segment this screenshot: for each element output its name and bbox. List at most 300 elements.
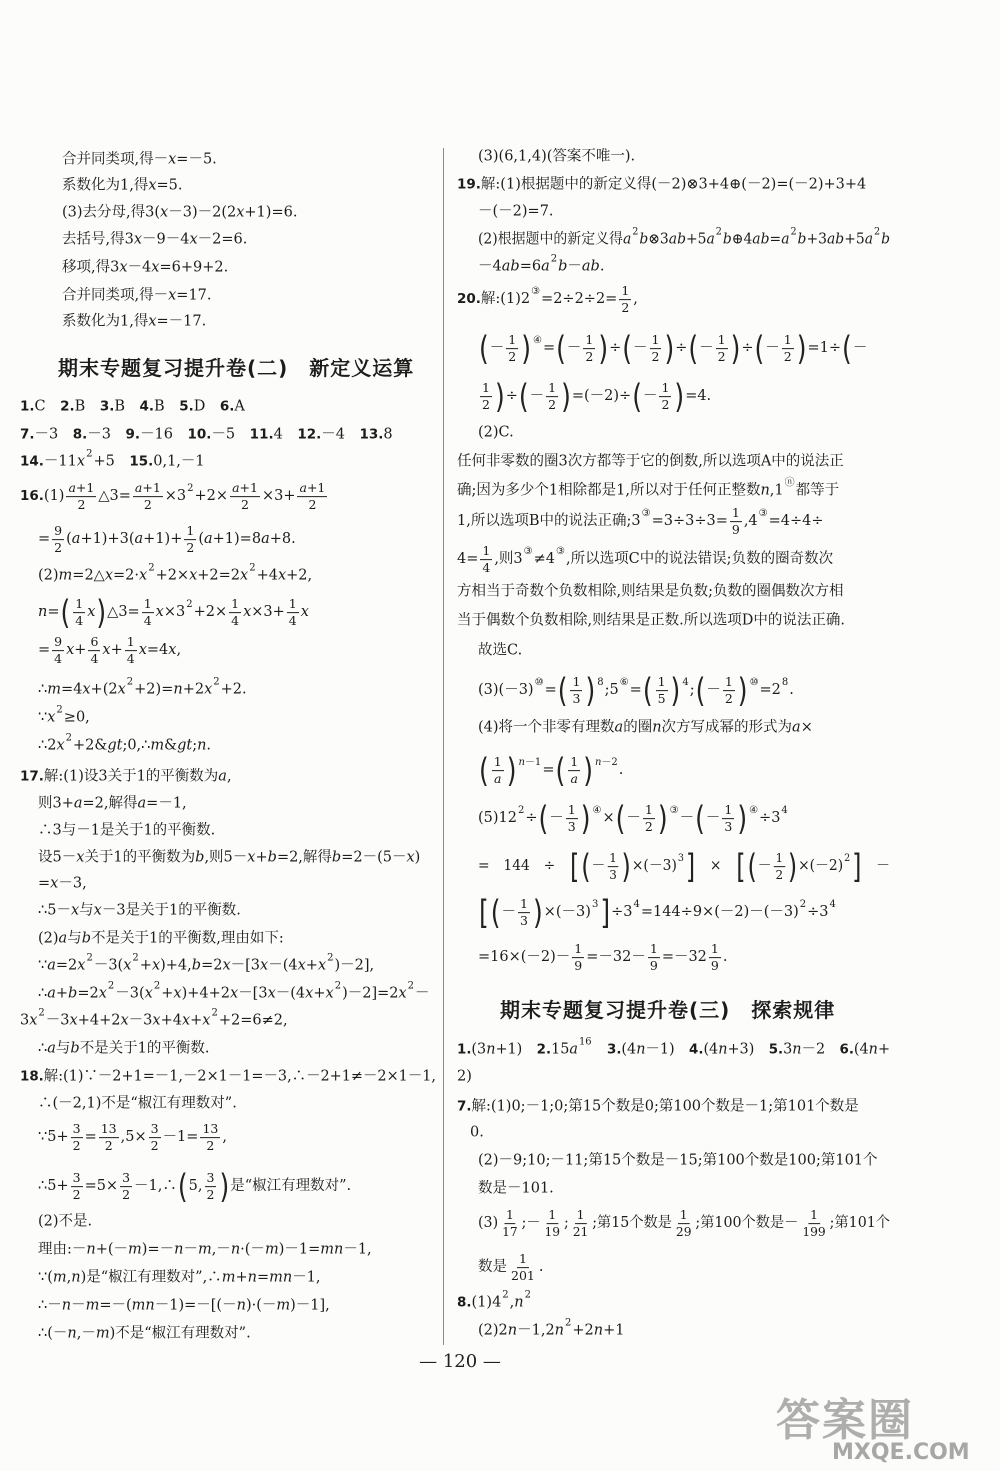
text-run: － (699, 340, 714, 357)
fraction (716, 333, 728, 365)
question-number: 1. (20, 398, 35, 415)
text-run: A (234, 398, 245, 415)
superscript: 2 (187, 483, 194, 495)
text-run: 系数化为1,得x=5. (62, 177, 183, 194)
text-run: － (549, 810, 564, 827)
text-run: +2=6≠2, (218, 1012, 288, 1029)
fraction (509, 1252, 537, 1284)
text-run: －3x+4+2x－3x+4x+x (45, 1012, 211, 1029)
superscript: ④ (532, 335, 542, 347)
superscript: 2 (153, 980, 161, 992)
text-run: 4 (273, 426, 298, 443)
fraction-denominator: 3 (609, 867, 617, 883)
superscript: 2 (186, 599, 193, 611)
text-run: －3(x (115, 985, 153, 1002)
text-line (478, 894, 837, 932)
text-run: +2)=n+2x (134, 681, 213, 698)
question-number: 9. (125, 426, 141, 443)
superscript: ⑥ (619, 677, 629, 689)
text-run: ;第100个数是－ (695, 1215, 799, 1232)
superscript: 2 (126, 676, 134, 688)
fraction (492, 755, 504, 787)
fraction-denominator: 2 (308, 497, 317, 513)
fraction-denominator: 2 (143, 497, 152, 513)
bracket: ) (494, 378, 505, 416)
text-run: 3x (20, 1012, 38, 1029)
text-run (593, 1041, 607, 1060)
question-number: 12. (297, 426, 322, 443)
text-run: ≠4 (533, 551, 556, 568)
text-run: ,n (509, 1294, 524, 1311)
bracket: ( (556, 330, 566, 368)
fraction-numerator: 1 (287, 597, 299, 613)
fraction-numerator: 1 (506, 333, 518, 349)
text-run: 8 (383, 426, 393, 443)
fraction-numerator: 3 (120, 1171, 132, 1187)
fraction-numerator: 1 (125, 635, 137, 651)
fraction-numerator: a+1 (297, 481, 327, 497)
question-number: 7. (457, 1098, 472, 1115)
text-run: B (154, 398, 180, 415)
text-run: +2×x+2=2x (155, 567, 249, 584)
question-number: 3. (607, 1041, 622, 1058)
bracket: ( (632, 378, 642, 416)
bracket: ( (555, 752, 566, 790)
fraction (800, 1208, 827, 1240)
text-run: 移项,得3x－4x=6+9+2. (62, 259, 229, 276)
text-run: 5, (188, 1178, 203, 1195)
text-run: n= (38, 604, 60, 621)
text-run: － (852, 340, 868, 357)
text-run: =4. (685, 388, 712, 405)
text-run: =－32 (661, 949, 707, 966)
text-line (478, 642, 522, 661)
question-number: 8. (72, 426, 88, 443)
question-number: 19. (457, 176, 481, 193)
text-run: (3)去分母,得3(x－3)－2(2x+1)=6. (62, 204, 298, 221)
bracket: [ (570, 848, 580, 886)
question-number: 8. (457, 1294, 472, 1311)
text-line (478, 378, 712, 416)
fraction (518, 897, 530, 929)
fraction-denominator: a (494, 771, 502, 787)
text-run: － (591, 858, 606, 875)
bracket: ) (521, 330, 531, 368)
text-run: b⊗3ab+5a (639, 231, 715, 248)
bracket: ( (538, 800, 549, 838)
superscript: 2 (249, 562, 256, 574)
fraction-denominator: 2 (72, 1138, 81, 1154)
fraction-denominator: 2 (661, 397, 670, 413)
fraction-numerator: 1 (492, 755, 504, 771)
question-number: 16. (20, 488, 44, 505)
text-run: △3= (98, 488, 131, 505)
bracket: ( (581, 848, 591, 886)
fraction-numerator: 1 (716, 333, 728, 349)
bracket: ) (657, 800, 668, 838)
fraction-numerator: 1 (566, 803, 578, 819)
fraction (543, 1208, 563, 1240)
text-run: (3)(6,1,4)(答案不唯一). (478, 148, 636, 165)
section-heading: 期末专题复习提升卷(三) 探索规律 (500, 998, 836, 1022)
text-run: －11x (43, 453, 86, 470)
fraction-denominator: 4 (90, 651, 99, 667)
fraction-denominator: 2 (122, 1187, 131, 1203)
text-run: =16×(－2)－ (478, 949, 571, 966)
text-run: = (542, 762, 555, 779)
fraction-denominator: 9 (731, 522, 740, 538)
text-run: － (705, 810, 721, 827)
text-run: ,4 (743, 513, 758, 530)
superscript: 2 (502, 1289, 509, 1301)
text-run: ×(－2) (798, 858, 844, 875)
fraction-denominator: 21 (572, 1224, 589, 1240)
text-line (457, 1289, 532, 1313)
superscript: 2 (844, 853, 851, 865)
text-run: －1,∴ (134, 1178, 177, 1195)
bracket: ) (664, 330, 675, 368)
fraction-numerator: a+1 (230, 481, 260, 497)
fraction-numerator: 1 (722, 803, 734, 819)
text-run: =1÷ (807, 340, 842, 357)
bracket: ( (479, 752, 489, 790)
superscript: 2 (56, 704, 63, 716)
text-run: －16 (140, 426, 188, 443)
text-run: － (642, 388, 658, 405)
fraction-numerator: 1 (73, 597, 85, 613)
fraction-numerator: 1 (546, 381, 558, 397)
text-run: － (566, 340, 582, 357)
fraction-denominator: 201 (511, 1268, 535, 1284)
bracket: ) (787, 848, 798, 886)
text-run: ∴(－2,1)不是“椒江有理数对”. (38, 1095, 237, 1112)
fraction-numerator: 3 (149, 1122, 161, 1138)
fraction (480, 544, 492, 576)
text-run: 解:(1)∵－2+1=－1,－2×1－1=－3,∴－2+1≠－2×1－1, (43, 1068, 437, 1085)
question-number: 5. (179, 398, 194, 415)
text-line (478, 148, 635, 167)
fraction-numerator: 3 (71, 1171, 83, 1187)
bracket: ) (737, 800, 748, 838)
bracket: ] (685, 848, 696, 886)
fraction-denominator: 4 (126, 651, 135, 667)
text-run: 数是－101. (478, 1180, 554, 1197)
superscript: 2 (148, 562, 155, 574)
fraction-numerator: 1 (659, 381, 671, 397)
question-number: 1. (457, 1041, 472, 1058)
fraction (619, 284, 631, 316)
text-run: ÷3 (611, 904, 633, 921)
superscript: 2 (211, 1007, 218, 1019)
text-run: ×3+ (261, 488, 296, 505)
text-run: － (415, 985, 430, 1002)
text-run: ,则3 (494, 551, 523, 568)
text-run: －4 (321, 426, 360, 443)
superscript: ⑩ (749, 677, 759, 689)
fraction-numerator: 1 (517, 1252, 529, 1268)
bracket: ( (615, 800, 626, 838)
superscript: ③ (641, 508, 651, 520)
fraction-numerator: 1 (480, 544, 492, 560)
fraction-denominator: 2 (775, 867, 784, 883)
bracket: ] (600, 894, 611, 932)
text-run: 系数化为1,得x=－17. (62, 313, 207, 330)
text-run: +2n+1 (572, 1322, 625, 1339)
text-line (457, 176, 866, 195)
fraction (659, 381, 671, 413)
text-run: ÷3 (759, 810, 781, 827)
bracket: ( (747, 848, 757, 886)
superscript: 2 (565, 1317, 572, 1329)
text-run: (a+1)=8a+8. (198, 531, 296, 548)
text-run: 合并同类项,得－x=17. (62, 287, 212, 304)
watermark-logo-text: 答案圈 (776, 1395, 914, 1446)
text-run: － (757, 858, 772, 875)
text-line (478, 1252, 543, 1284)
text-run: B (74, 398, 100, 415)
superscript: 4 (682, 677, 689, 689)
fraction-denominator: 5 (657, 691, 666, 707)
bracket: ] (852, 848, 862, 886)
fraction (546, 381, 558, 413)
text-run: +x)+4,b=2x－[3x－(4x+x (139, 957, 327, 974)
question-number: 15. (129, 453, 154, 470)
fraction (506, 333, 518, 365)
fraction-denominator: a (570, 771, 578, 787)
text-run: 方相当于奇数个负数相除,则结果是负数;负数的圈偶数次方相 (457, 583, 844, 600)
fraction-numerator: 1 (142, 597, 154, 613)
fraction (570, 675, 582, 707)
text-run: ×(－3) (631, 858, 677, 875)
text-run: x+ (66, 642, 87, 659)
fraction-denominator: 9 (649, 958, 658, 974)
question-number: 20. (457, 291, 481, 308)
text-run: ;5 (604, 682, 619, 699)
superscript: n－1 (518, 757, 542, 769)
fraction-numerator: 1 (572, 942, 584, 958)
superscript: ③ (758, 508, 768, 520)
superscript: 2 (518, 805, 525, 817)
text-run: (a+1)+3(a+1)+ (66, 531, 183, 548)
text-run: D (193, 398, 220, 415)
bracket: [ (479, 894, 489, 932)
fraction (572, 942, 584, 974)
text-run: (3) (478, 1215, 499, 1232)
question-number: 18. (20, 1068, 44, 1085)
text-line (478, 752, 624, 790)
superscript: ④ (749, 805, 759, 817)
superscript: 2 (790, 226, 797, 238)
text-run: 1,所以选项B中的说法正确;3 (457, 513, 641, 530)
text-run: . (618, 762, 624, 779)
text-run: (4)将一个非零有理数a的圈n次方写成幂的形式为a× (478, 719, 813, 736)
superscript: 4 (633, 899, 640, 911)
text-run: ∴－n－m=－(mn－1)=－[(－n)·(－m)－1], (38, 1297, 330, 1314)
text-line (478, 1317, 625, 1341)
text-run: － (679, 810, 695, 827)
text-run: (1) (43, 488, 65, 505)
fraction-numerator: 1 (643, 803, 655, 819)
text-run: ≥0, (63, 709, 90, 726)
text-line (478, 1208, 890, 1240)
question-number: 4. (139, 398, 155, 415)
fraction-numerator: 1 (504, 1208, 516, 1224)
question-number: 13. (359, 426, 384, 443)
fraction-denominator: 2 (644, 819, 653, 835)
text-run: ∵a=2x (38, 957, 86, 974)
text-run: ;第15个数是 (592, 1215, 672, 1232)
text-run: 任何非零数的圈3次方都等于它的倒数,所以选项A中的说法正 (457, 453, 844, 470)
bracket: ( (842, 330, 852, 368)
fraction-denominator: 3 (520, 913, 528, 929)
fraction (650, 333, 662, 365)
fraction-numerator: 9 (52, 635, 64, 651)
superscript: 2 (86, 952, 93, 964)
superscript: 16 (578, 1036, 592, 1048)
bracket: ) (96, 594, 107, 632)
text-run: 理由:－n+(－m)=－n－m,－n·(－m)－1=mn－1, (38, 1241, 372, 1258)
superscript: 2 (213, 676, 220, 688)
text-line (457, 1098, 859, 1117)
text-run: x (87, 604, 96, 621)
text-run: ,所以选项C中的说法错误;负数的圈奇数次 (565, 551, 834, 568)
fraction-numerator: 1 (568, 755, 580, 771)
bracket: ( (557, 672, 568, 710)
text-line (457, 477, 840, 501)
text-line (500, 997, 835, 1023)
text-run: x (300, 604, 309, 621)
text-run: C (34, 398, 61, 415)
text-run: 当于偶数个负数相除,则结果是正数.所以选项D中的说法正确. (457, 612, 845, 629)
text-run: － (489, 340, 505, 357)
text-run: = 144 ÷ (478, 858, 570, 875)
fraction (730, 506, 742, 538)
text-run: ,5× (120, 1129, 147, 1146)
fraction (774, 851, 785, 883)
text-run: －3 (34, 426, 73, 443)
bracket: ( (622, 330, 633, 368)
text-run: 解:(1)0;－1;0;第15个数是0;第100个数是－1;第101个数是 (471, 1098, 859, 1115)
text-run: (2)a与b不是关于1的平衡数,理由如下: (38, 930, 284, 947)
section-heading: 期末专题复习提升卷(二) 新定义运算 (58, 356, 415, 380)
text-run: , (222, 1129, 227, 1146)
fraction-denominator: 2 (651, 349, 660, 365)
fraction-numerator: 3 (71, 1122, 83, 1138)
text-run: ∴m=4x+(2x (38, 681, 126, 698)
text-line (478, 253, 605, 277)
text-run: =－32－ (586, 949, 646, 966)
text-run: △3= (107, 604, 140, 621)
text-run: ∵x (38, 709, 56, 726)
text-run: b (881, 231, 890, 248)
bracket: ) (598, 330, 609, 368)
fraction-denominator: 2 (241, 497, 249, 513)
text-run: － (501, 904, 517, 921)
text-run: x+ (102, 642, 123, 659)
text-run: 都等于 (795, 482, 840, 499)
bracket: ) (219, 1168, 230, 1206)
question-number: 7. (20, 426, 35, 443)
superscript: 2 (873, 226, 881, 238)
question-number: 2. (536, 1041, 552, 1058)
fraction-denominator: 29 (675, 1224, 692, 1240)
text-run: +2× (194, 488, 229, 505)
text-run: +4x+2, (256, 567, 313, 584)
fraction-numerator: 1 (774, 851, 785, 867)
text-run: +x)+4+2x－[3x－(4x+x (161, 985, 334, 1002)
superscript: 2 (799, 899, 807, 911)
fraction-denominator: 4 (143, 613, 152, 629)
text-run: ∴5+ (38, 1178, 69, 1195)
fraction-denominator: 2 (150, 1138, 159, 1154)
text-run: ×(－3) (543, 904, 591, 921)
fraction (480, 381, 492, 413)
fraction-denominator: 2 (77, 497, 86, 513)
text-run: (4n+3) (703, 1041, 769, 1058)
fraction-denominator: 2 (206, 1138, 215, 1154)
text-run: . (789, 682, 794, 699)
fraction-numerator: 1 (730, 506, 742, 522)
fraction-denominator: 2 (186, 540, 195, 556)
superscript: 2 (715, 226, 722, 238)
fraction-denominator: 4 (482, 560, 491, 576)
text-run: =(－2)÷ (571, 388, 632, 405)
bracket: ) (583, 752, 593, 790)
text-run: －5 (211, 426, 250, 443)
text-run: = (38, 531, 51, 548)
text-run: = (629, 682, 642, 699)
fraction-numerator: 1 (583, 333, 595, 349)
fraction-denominator: 199 (802, 1224, 826, 1240)
bracket: ( (754, 330, 765, 368)
text-run: =4÷4÷ (768, 513, 824, 530)
text-run: －3(x (93, 957, 132, 974)
text-run: ; (564, 1215, 569, 1232)
text-run: =2÷2÷2= (541, 291, 618, 308)
text-line (457, 453, 844, 472)
text-run: (3n+1) (471, 1041, 537, 1058)
superscript: 2 (550, 253, 558, 265)
text-run: +5 (93, 453, 130, 470)
watermark-site-text: MXQE.COM (832, 1440, 970, 1465)
bracket: ) (585, 672, 596, 710)
question-number: 11. (249, 426, 274, 443)
text-line (457, 612, 845, 631)
text-line (457, 284, 638, 316)
text-line (478, 672, 794, 710)
text-line (478, 942, 727, 974)
fraction-numerator: 1 (575, 1208, 587, 1224)
fraction-numerator: 1 (518, 897, 530, 913)
bracket: ) (737, 672, 748, 710)
fraction (568, 755, 580, 787)
text-run: x×3+ (243, 604, 285, 621)
fraction-numerator: 1 (648, 942, 660, 958)
bracket: ( (642, 672, 653, 710)
superscript: 2 (107, 980, 115, 992)
text-line (478, 203, 554, 222)
fraction (656, 675, 668, 707)
text-run: － (626, 810, 641, 827)
fraction (709, 942, 721, 974)
bracket: ( (490, 894, 501, 932)
bracket: ) (621, 848, 631, 886)
text-run: ∵(m,n)是“椒江有理数对”,∴m+n=mn－1, (38, 1269, 321, 1286)
text-run: 15a (551, 1041, 579, 1058)
superscript: 8 (597, 677, 604, 689)
superscript: ⓝ (784, 477, 795, 489)
fraction-numerator: a+1 (133, 481, 163, 497)
